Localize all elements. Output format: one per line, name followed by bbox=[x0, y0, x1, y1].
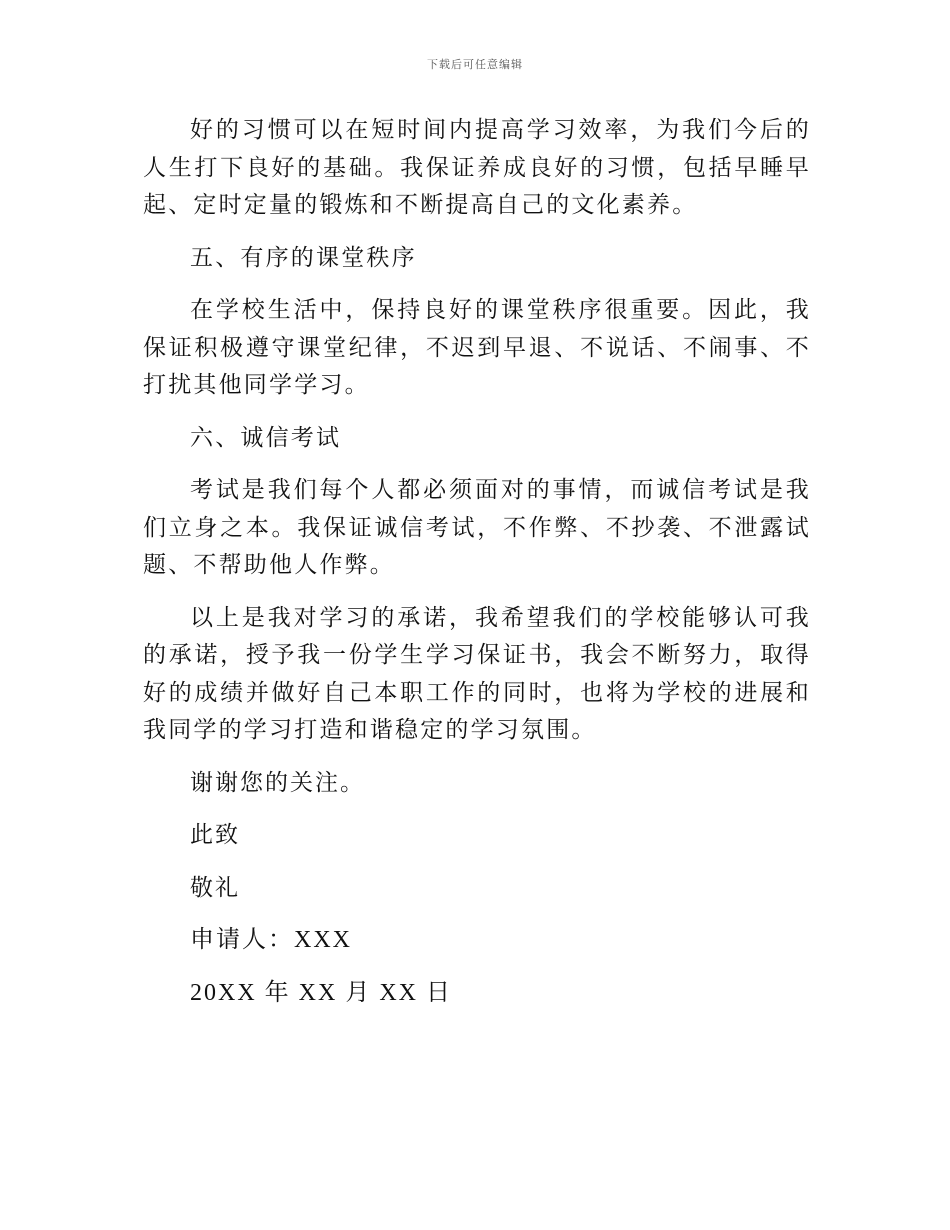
paragraph-good-habits: 好的习惯可以在短时间内提高学习效率，为我们今后的人生打下良好的基础。我保证养成良好的习惯，包括早睡早起、定时定量的锻炼和不断提高自己的文化素养。 bbox=[143, 117, 811, 218]
closing-salutation-jingli: 敬礼 bbox=[190, 874, 240, 901]
paragraph-classroom-order: 在学校生活中，保持良好的课堂秩序很重要。因此，我保证积极遵守课堂纪律，不迟到早退、不说话、不闹事、不打扰其他同学学习。 bbox=[143, 297, 811, 398]
section-heading-classroom-order: 五、有序的课堂秩序 bbox=[190, 244, 417, 271]
paragraph-honest-exam: 考试是我们每个人都必须面对的事情，而诚信考试是我们立身之本。我保证诚信考试，不作弊、不抄袭、不泄露试题、不帮助他人作弊。 bbox=[143, 477, 811, 578]
applicant-signature-line: 申请人：XXX bbox=[190, 927, 352, 953]
paragraph-commitment-summary: 以上是我对学习的承诺，我希望我们的学校能够认可我的承诺，授予我一份学生学习保证书，我会不断努力，取得好的成绩并做好自己本职工作的同时，也将为学校的进展和我同学的学习打造和谐稳定的学习氛围。 bbox=[143, 604, 811, 743]
closing-thanks: 谢谢您的关注。 bbox=[190, 769, 365, 796]
document-body bbox=[143, 112, 811, 1027]
section-heading-honest-exam: 六、诚信考试 bbox=[190, 424, 342, 451]
page-header-note: 下载后可任意编辑 bbox=[427, 58, 523, 71]
date-line: 20XX 年 XX 月 XX 日 bbox=[190, 979, 452, 1006]
closing-salutation-cizhi: 此致 bbox=[190, 822, 240, 848]
